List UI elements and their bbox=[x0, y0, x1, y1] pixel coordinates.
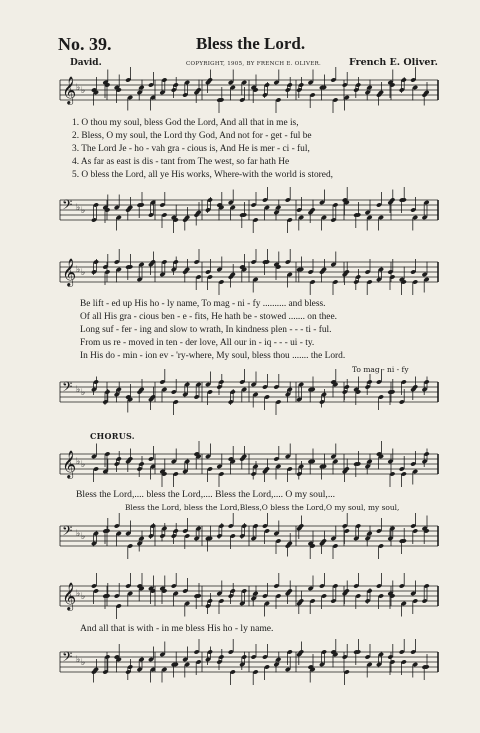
verse-1-line-2: Be lift - ed up His ho - ly name, To mag - ni - fy .......... and bless. bbox=[80, 299, 326, 309]
verse-4-line-1: 4. As far as east is dis - tant from The west, so far hath He bbox=[72, 157, 290, 167]
verse-2-line-2: Of all His gra - cious ben - e - fits, He hath be - stowed ....... on thee. bbox=[80, 312, 337, 322]
svg-text:♭: ♭ bbox=[76, 529, 81, 539]
verse-5-line-1: 5. O bless the Lord, all ye His works, Where-with the world is stored, bbox=[72, 170, 333, 180]
verse-4-line-2: From us re - moved in ten - der love, All our in - iq - - - ui - ty. bbox=[80, 338, 315, 348]
hymn-number: No. 39. bbox=[58, 34, 112, 54]
svg-text:♭: ♭ bbox=[81, 206, 86, 216]
svg-text:♭: ♭ bbox=[81, 460, 86, 470]
chorus-label: CHORUS. bbox=[90, 431, 135, 441]
svg-text:𝄢: 𝄢 bbox=[62, 379, 73, 398]
copyright-notice: COPYRIGHT, 1905, BY FRENCH E. OLIVER. bbox=[186, 61, 322, 67]
svg-text:♭: ♭ bbox=[76, 655, 81, 665]
music-staff-system-2-bass bbox=[60, 376, 440, 416]
chorus-bass-lyric: Bless the Lord, bless the Lord,Bless,O bless the Lord,O my soul, my soul, bbox=[125, 503, 400, 512]
hymn-composer: French E. Oliver. bbox=[349, 57, 438, 68]
hymn-title: Bless the Lord. bbox=[196, 34, 306, 53]
hymn-author: David. bbox=[70, 58, 102, 68]
svg-text:𝄢: 𝄢 bbox=[62, 649, 73, 668]
music-staff-final-bass bbox=[60, 646, 440, 686]
svg-text:♭: ♭ bbox=[76, 589, 81, 599]
svg-text:♭: ♭ bbox=[76, 203, 81, 213]
chorus-lyric: Bless the Lord,.... bless the Lord,.... Bless the Lord,.... O my soul,... bbox=[76, 489, 336, 500]
svg-text:𝄢: 𝄢 bbox=[62, 197, 73, 216]
svg-text:♭: ♭ bbox=[81, 86, 86, 96]
music-staff-final-treble bbox=[60, 580, 440, 620]
svg-text:𝄢: 𝄢 bbox=[62, 523, 73, 542]
verse-3-line-1: 3. The Lord Je - ho - vah gra - cious is, And He is mer - ci - ful, bbox=[72, 144, 310, 154]
svg-text:♭: ♭ bbox=[81, 388, 86, 398]
verse-2-line-1: 2. Bless, O my soul, the Lord thy God, And not for - get - ful be bbox=[72, 131, 312, 141]
svg-text:♭: ♭ bbox=[76, 385, 81, 395]
music-staff-system-1-treble bbox=[60, 74, 440, 114]
final-lyric: And all that is with - in me bless His ho - ly name. bbox=[80, 623, 274, 634]
svg-text:𝄞: 𝄞 bbox=[62, 76, 77, 104]
music-staff-system-1-bass bbox=[60, 194, 440, 234]
verse-5-line-2: In His do - min - ion ev - 'ry-where, My soul, bless thou ....... the Lord. bbox=[80, 351, 346, 361]
svg-text:𝄞: 𝄞 bbox=[62, 582, 77, 610]
verse-1-line-1: 1. O thou my soul, bless God the Lord, And all that in me is, bbox=[72, 118, 299, 128]
svg-text:♭: ♭ bbox=[81, 658, 86, 668]
verse-3-line-2: Long suf - fer - ing and slow to wrath, In kindness plen - - - ti - ful. bbox=[80, 325, 332, 335]
music-staff-chorus-bass bbox=[60, 520, 440, 560]
svg-text:♭: ♭ bbox=[81, 592, 86, 602]
svg-text:♭: ♭ bbox=[81, 268, 86, 278]
svg-text:♭: ♭ bbox=[81, 532, 86, 542]
music-staff-chorus-treble bbox=[60, 448, 440, 488]
svg-text:♭: ♭ bbox=[76, 265, 81, 275]
bass-cue-lyric: To mag - ni - fy bbox=[352, 365, 409, 374]
svg-text:𝄞: 𝄞 bbox=[62, 450, 77, 478]
svg-text:♭: ♭ bbox=[76, 457, 81, 467]
svg-text:𝄞: 𝄞 bbox=[62, 258, 77, 286]
svg-text:♭: ♭ bbox=[76, 83, 81, 93]
music-staff-system-2-treble bbox=[60, 256, 440, 296]
